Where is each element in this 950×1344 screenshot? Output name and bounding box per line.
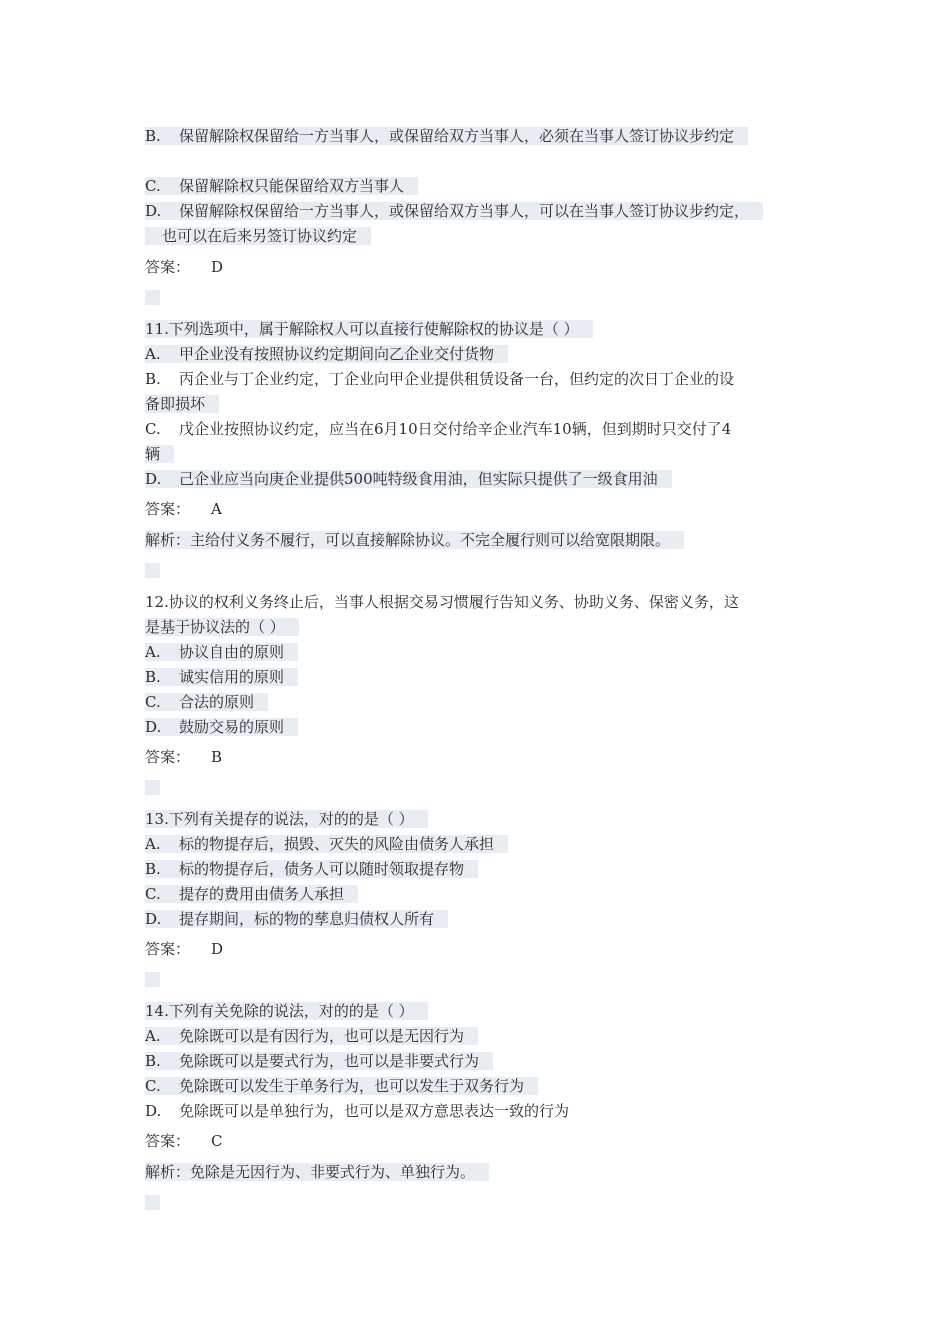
question-14 bbox=[145, 1000, 428, 1022]
option-text: 免除既可以是单独行为，也可以是双方意思表达一致的行为 bbox=[179, 1102, 570, 1120]
option-text: 也可以在后来另签订协议约定 bbox=[162, 227, 358, 245]
option-text: 协议自由的原则 bbox=[179, 643, 285, 661]
question-text: 是基于协议法的（ ） bbox=[145, 618, 299, 636]
option-c bbox=[145, 883, 358, 905]
option-b bbox=[145, 1050, 493, 1072]
option-text: 戊企业按照协议约定，应当在6月10日交付给辛企业汽车10辆，但到期时只交付了4 bbox=[179, 420, 732, 438]
spacer-box bbox=[145, 972, 160, 987]
option-letter: B. bbox=[145, 370, 161, 388]
option-b bbox=[145, 368, 734, 390]
answer-14 bbox=[145, 1130, 222, 1152]
option-text: 丙企业与丁企业约定，丁企业向甲企业提供租赁设备一台，但约定的次日丁企业的设 bbox=[179, 370, 735, 388]
answer-11 bbox=[145, 498, 222, 520]
explanation-text: 解析：主给付义务不履行，可以直接解除协议。不完全履行则可以给宽限期限。 bbox=[145, 531, 684, 549]
option-text: 提存的费用由债务人承担 bbox=[179, 885, 345, 903]
answer-label: 答案： bbox=[145, 500, 191, 518]
option-letter: B. bbox=[145, 860, 161, 878]
answer-13 bbox=[145, 938, 223, 960]
explanation-11 bbox=[145, 529, 684, 551]
spacer-box bbox=[145, 563, 160, 578]
option-letter: D. bbox=[145, 470, 162, 488]
option-c bbox=[145, 1075, 538, 1097]
option-text: 免除既可以发生于单务行为，也可以发生于双务行为 bbox=[179, 1077, 525, 1095]
option-d bbox=[145, 1100, 569, 1122]
explanation-text: 解析：免除是无因行为、非要式行为、单独行为。 bbox=[145, 1163, 489, 1181]
option-letter: D. bbox=[145, 202, 162, 220]
answer-value: D bbox=[211, 940, 224, 958]
option-d bbox=[145, 468, 672, 490]
option-letter: C. bbox=[145, 420, 161, 438]
option-b-cont bbox=[145, 393, 219, 415]
question-text: 13.下列有关提存的说法，对的的是（ ） bbox=[145, 810, 428, 828]
option-d-cont bbox=[145, 225, 371, 247]
option-letter: A. bbox=[145, 345, 161, 363]
spacer-box bbox=[145, 290, 160, 305]
answer-label: 答案： bbox=[145, 1132, 191, 1150]
option-text: 保留解除权只能保留给双方当事人 bbox=[179, 177, 405, 195]
answer-12 bbox=[145, 746, 222, 768]
option-d bbox=[145, 908, 448, 930]
option-text: 诚实信用的原则 bbox=[179, 668, 285, 686]
spacer-box bbox=[145, 1195, 160, 1210]
question-12 bbox=[145, 591, 739, 613]
question-12-cont bbox=[145, 616, 299, 638]
option-text: 鼓励交易的原则 bbox=[179, 718, 285, 736]
option-c-cont bbox=[145, 443, 174, 465]
option-letter: B. bbox=[145, 127, 161, 145]
question-11 bbox=[145, 318, 593, 340]
option-text: 提存期间，标的物的孳息归债权人所有 bbox=[179, 910, 435, 928]
option-b bbox=[145, 858, 478, 880]
option-c bbox=[145, 175, 418, 197]
option-b bbox=[145, 125, 748, 147]
option-c bbox=[145, 418, 731, 440]
option-a bbox=[145, 343, 508, 365]
answer-value: A bbox=[211, 500, 222, 518]
option-text: 标的物提存后，损毁、灭失的风险由债务人承担 bbox=[179, 835, 495, 853]
option-b bbox=[145, 666, 298, 688]
answer-label: 答案： bbox=[145, 940, 191, 958]
option-letter: C. bbox=[145, 1077, 161, 1095]
option-letter: B. bbox=[145, 668, 161, 686]
option-text: 辆 bbox=[145, 445, 174, 463]
option-text: 标的物提存后，债务人可以随时领取提存物 bbox=[179, 860, 465, 878]
option-a bbox=[145, 833, 508, 855]
option-letter: C. bbox=[145, 693, 161, 711]
option-letter: D. bbox=[145, 718, 162, 736]
option-a bbox=[145, 641, 298, 663]
question-text: 11.下列选项中，属于解除权人可以直接行使解除权的协议是（ ） bbox=[145, 320, 593, 338]
question-13 bbox=[145, 808, 428, 830]
answer-label: 答案： bbox=[145, 748, 191, 766]
option-text: 免除既可以是要式行为，也可以是非要式行为 bbox=[179, 1052, 480, 1070]
option-text: 保留解除权保留给一方当事人，或保留给双方当事人，必须在当事人签订协议步约定 bbox=[179, 127, 735, 145]
question-text: 14.下列有关免除的说法，对的的是（ ） bbox=[145, 1002, 428, 1020]
option-letter: A. bbox=[145, 835, 161, 853]
option-text: 甲企业没有按照协议约定期间向乙企业交付货物 bbox=[179, 345, 495, 363]
answer-label: 答案： bbox=[145, 258, 191, 276]
option-d bbox=[145, 716, 298, 738]
option-letter: C. bbox=[145, 177, 161, 195]
explanation-14 bbox=[145, 1161, 489, 1183]
option-text: 保留解除权保留给一方当事人，或保留给双方当事人，可以在当事人签订协议步约定， bbox=[179, 202, 750, 220]
spacer-box bbox=[145, 780, 160, 795]
answer-value: C bbox=[211, 1132, 223, 1150]
option-a bbox=[145, 1025, 478, 1047]
option-letter: B. bbox=[145, 1052, 161, 1070]
option-text: 己企业应当向庚企业提供500吨特级食用油，但实际只提供了一级食用油 bbox=[179, 470, 658, 488]
answer-value: B bbox=[211, 748, 223, 766]
question-text: 12.协议的权利义务终止后，当事人根据交易习惯履行告知义务、协助义务、保密义务，这 bbox=[145, 593, 739, 611]
option-text: 合法的原则 bbox=[179, 693, 255, 711]
option-letter: D. bbox=[145, 910, 162, 928]
option-letter: A. bbox=[145, 643, 161, 661]
option-letter: C. bbox=[145, 885, 161, 903]
option-text: 备即损坏 bbox=[145, 395, 219, 413]
option-d bbox=[145, 200, 763, 222]
option-text: 免除既可以是有因行为，也可以是无因行为 bbox=[179, 1027, 465, 1045]
option-letter: D. bbox=[145, 1102, 162, 1120]
option-c bbox=[145, 691, 268, 713]
answer-value: D bbox=[211, 258, 224, 276]
option-letter: A. bbox=[145, 1027, 161, 1045]
answer-10 bbox=[145, 256, 223, 278]
